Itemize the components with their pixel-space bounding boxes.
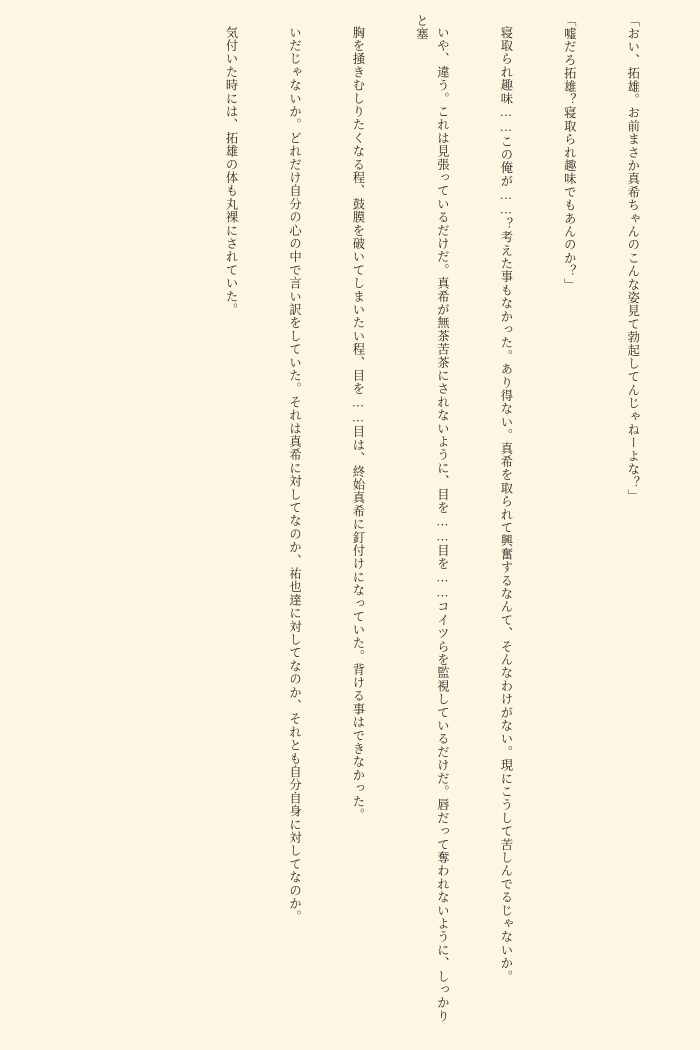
vertical-text-body xyxy=(224,14,685,1036)
paragraph-3: 寝取られ趣味……この俺が……？考えた事もなかった。あり得ない。真希を取られて興奮するなんて、そんなわけがない。現にこうして苦しんでるじゃないか。 xyxy=(498,26,513,984)
paragraph-2: 「嘘だろ拓雄？寝取られ趣味でもあんのか？」 xyxy=(562,14,577,292)
paragraph-1: 「おい、拓雄。お前まさか真希ちゃんのこんな姿見て勃起してんじゃねーよな？」 xyxy=(625,14,640,503)
paragraph-7: 気付いた時には、拓雄の体も丸裸にされていた。 xyxy=(224,26,239,317)
paragraph-6: いだじゃないか。どれだけ自分の心の中で言い訳をしていた。それは真希に対してなのか、祐也達に対してなのか、それとも自分自身に対してなのか。 xyxy=(287,26,302,924)
paragraph-5: 胸を掻きむしりたくなる程、鼓膜を破いてしまいたい程、目を……目は、終始真希に釘付けになっていた。背ける事はできなかった。 xyxy=(350,26,365,822)
paragraph-4: いや、違う。これは見張っているだけだ。真希が無茶苦茶にされないように、目を……目を……コイツらを監視しているだけだ。唇だって奪われないように、しっかりと塞 xyxy=(414,14,450,1024)
